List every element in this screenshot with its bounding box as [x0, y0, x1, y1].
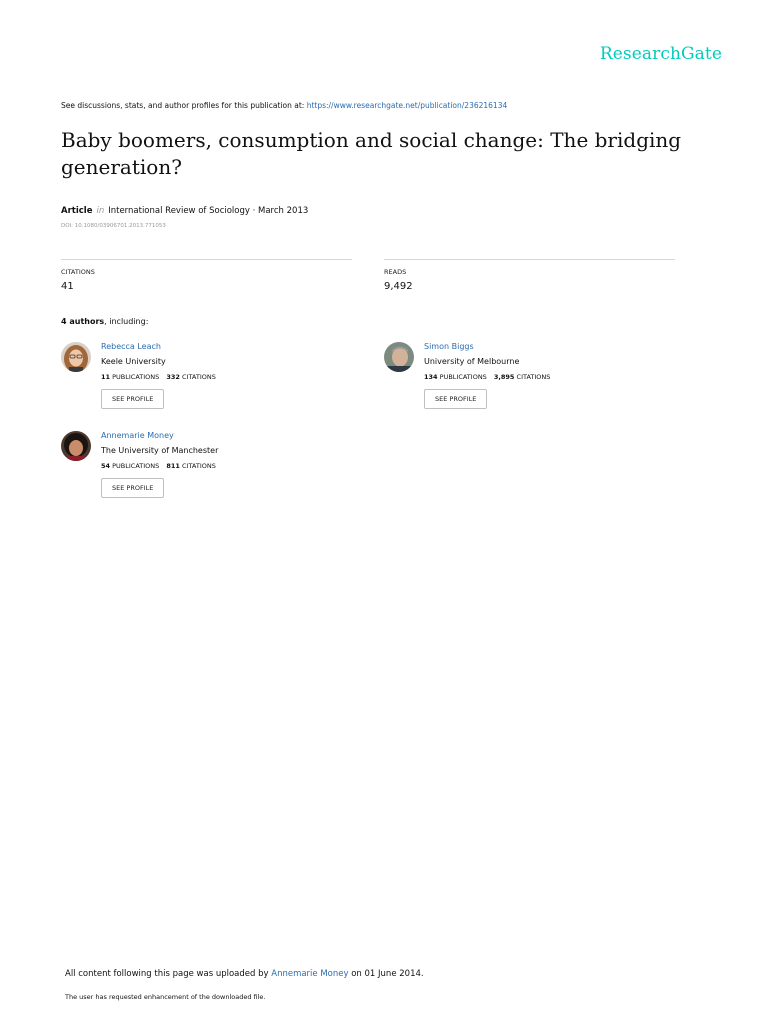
author-avatar[interactable]	[61, 431, 91, 461]
publication-url-link[interactable]: https://www.researchgate.net/publication/236216134	[306, 101, 508, 110]
upload-suffix: on 01 June 2014.	[348, 969, 424, 979]
author-name-link[interactable]: Simon Biggs	[424, 342, 474, 351]
author-citations-count: 332	[166, 373, 180, 381]
author-card	[384, 342, 684, 422]
author-institution: The University of Manchester	[101, 446, 219, 455]
venue-date: International Review of Sociology · March 2013	[108, 206, 309, 216]
authors-heading-rest: , including:	[104, 317, 149, 326]
author-info	[424, 341, 550, 409]
enhancement-note: The user has requested enhancement of the downloaded file.	[65, 993, 266, 1001]
author-citations-label: CITATIONS	[516, 373, 551, 381]
author-publications-label: PUBLICATIONS	[112, 373, 160, 381]
doi: DOI: 10.1080/03906701.2013.771053	[61, 223, 166, 229]
uploader-link[interactable]: Annemarie Money	[271, 969, 349, 979]
author-info	[101, 430, 218, 498]
citations-value: 41	[61, 281, 74, 292]
author-stats	[424, 372, 550, 382]
intro-text: See discussions, stats, and author profiles for this publication at:	[61, 101, 307, 110]
see-profile-button[interactable]: SEE PROFILE	[101, 478, 164, 498]
upload-prefix: All content following this page was uploaded by	[65, 969, 272, 979]
publication-meta	[61, 206, 308, 216]
author-institution: Keele University	[101, 357, 166, 366]
author-stats	[101, 461, 218, 471]
authors-count: 4 authors	[61, 317, 105, 326]
author-name-link[interactable]: Annemarie Money	[101, 431, 174, 440]
authors-heading	[61, 317, 148, 326]
publication-type: Article	[61, 206, 93, 216]
author-citations-label: CITATIONS	[182, 373, 216, 381]
author-publications-label: PUBLICATIONS	[112, 462, 160, 470]
author-citations-label: CITATIONS	[182, 462, 216, 470]
citations-label: CITATIONS	[61, 268, 95, 276]
see-profile-button[interactable]: SEE PROFILE	[101, 389, 164, 409]
author-institution: University of Melbourne	[424, 357, 520, 366]
intro-line	[61, 101, 507, 110]
author-avatar[interactable]	[61, 342, 91, 372]
reads-stat	[384, 259, 675, 292]
reads-label: READS	[384, 268, 407, 276]
author-citations-count: 811	[166, 462, 180, 470]
researchgate-logo[interactable]: ResearchGate	[599, 44, 722, 64]
see-profile-button[interactable]: SEE PROFILE	[424, 389, 487, 409]
author-card	[61, 431, 361, 511]
author-info	[101, 341, 216, 409]
author-citations-count: 3,895	[493, 373, 515, 381]
author-publications-count: 11	[101, 373, 111, 381]
author-publications-count: 54	[101, 462, 111, 470]
author-stats	[101, 372, 216, 382]
upload-notice	[65, 969, 424, 979]
in-word: in	[96, 206, 105, 216]
reads-value: 9,492	[384, 281, 413, 292]
author-publications-label: PUBLICATIONS	[439, 373, 487, 381]
author-name-link[interactable]: Rebecca Leach	[101, 342, 161, 351]
author-publications-count: 134	[424, 373, 438, 381]
publication-title: Baby boomers, consumption and social change: The bridging generation?	[61, 128, 682, 179]
citations-stat	[61, 259, 352, 292]
author-card	[61, 342, 361, 422]
author-avatar[interactable]	[384, 342, 414, 372]
